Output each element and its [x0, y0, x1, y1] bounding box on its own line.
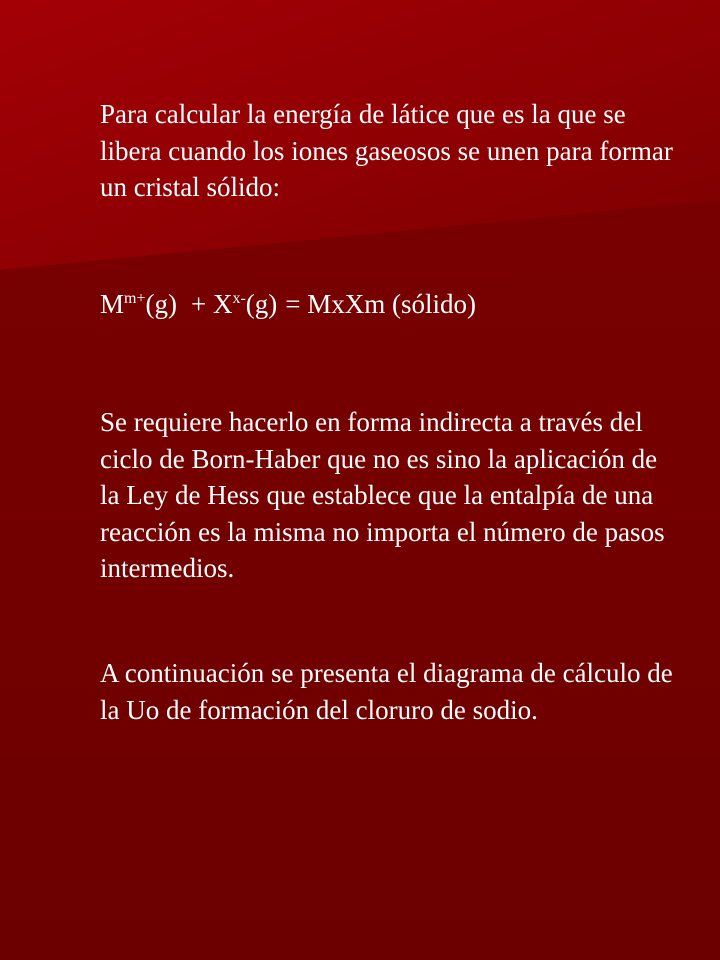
anion-symbol: + X: [190, 289, 233, 319]
anion-charge: x-: [232, 290, 246, 307]
cation-charge: m+: [124, 290, 146, 307]
anion-state: (g): [245, 289, 278, 319]
next-diagram-paragraph: A continuación se presenta el diagrama de cálculo de la Uo de formación del cloruro de sodio.: [100, 658, 673, 725]
equation-product: = MxXm (sólido): [285, 289, 476, 319]
cation-state: (g): [145, 289, 177, 319]
method-paragraph: Se requiere hacerlo en forma indirecta a través del ciclo de Born-Haber que no es sino la aplicación de la Ley de Hess que establece que la entalpía de una reacción es la misma no importa el número de pasos intermedios.: [100, 407, 665, 583]
cation-symbol: M: [100, 289, 125, 319]
intro-paragraph: Para calcular la energía de látice que es la que se libera cuando los iones gaseosos se unen para formar un cristal sólido:: [100, 99, 673, 202]
lattice-equation: [100, 286, 680, 323]
